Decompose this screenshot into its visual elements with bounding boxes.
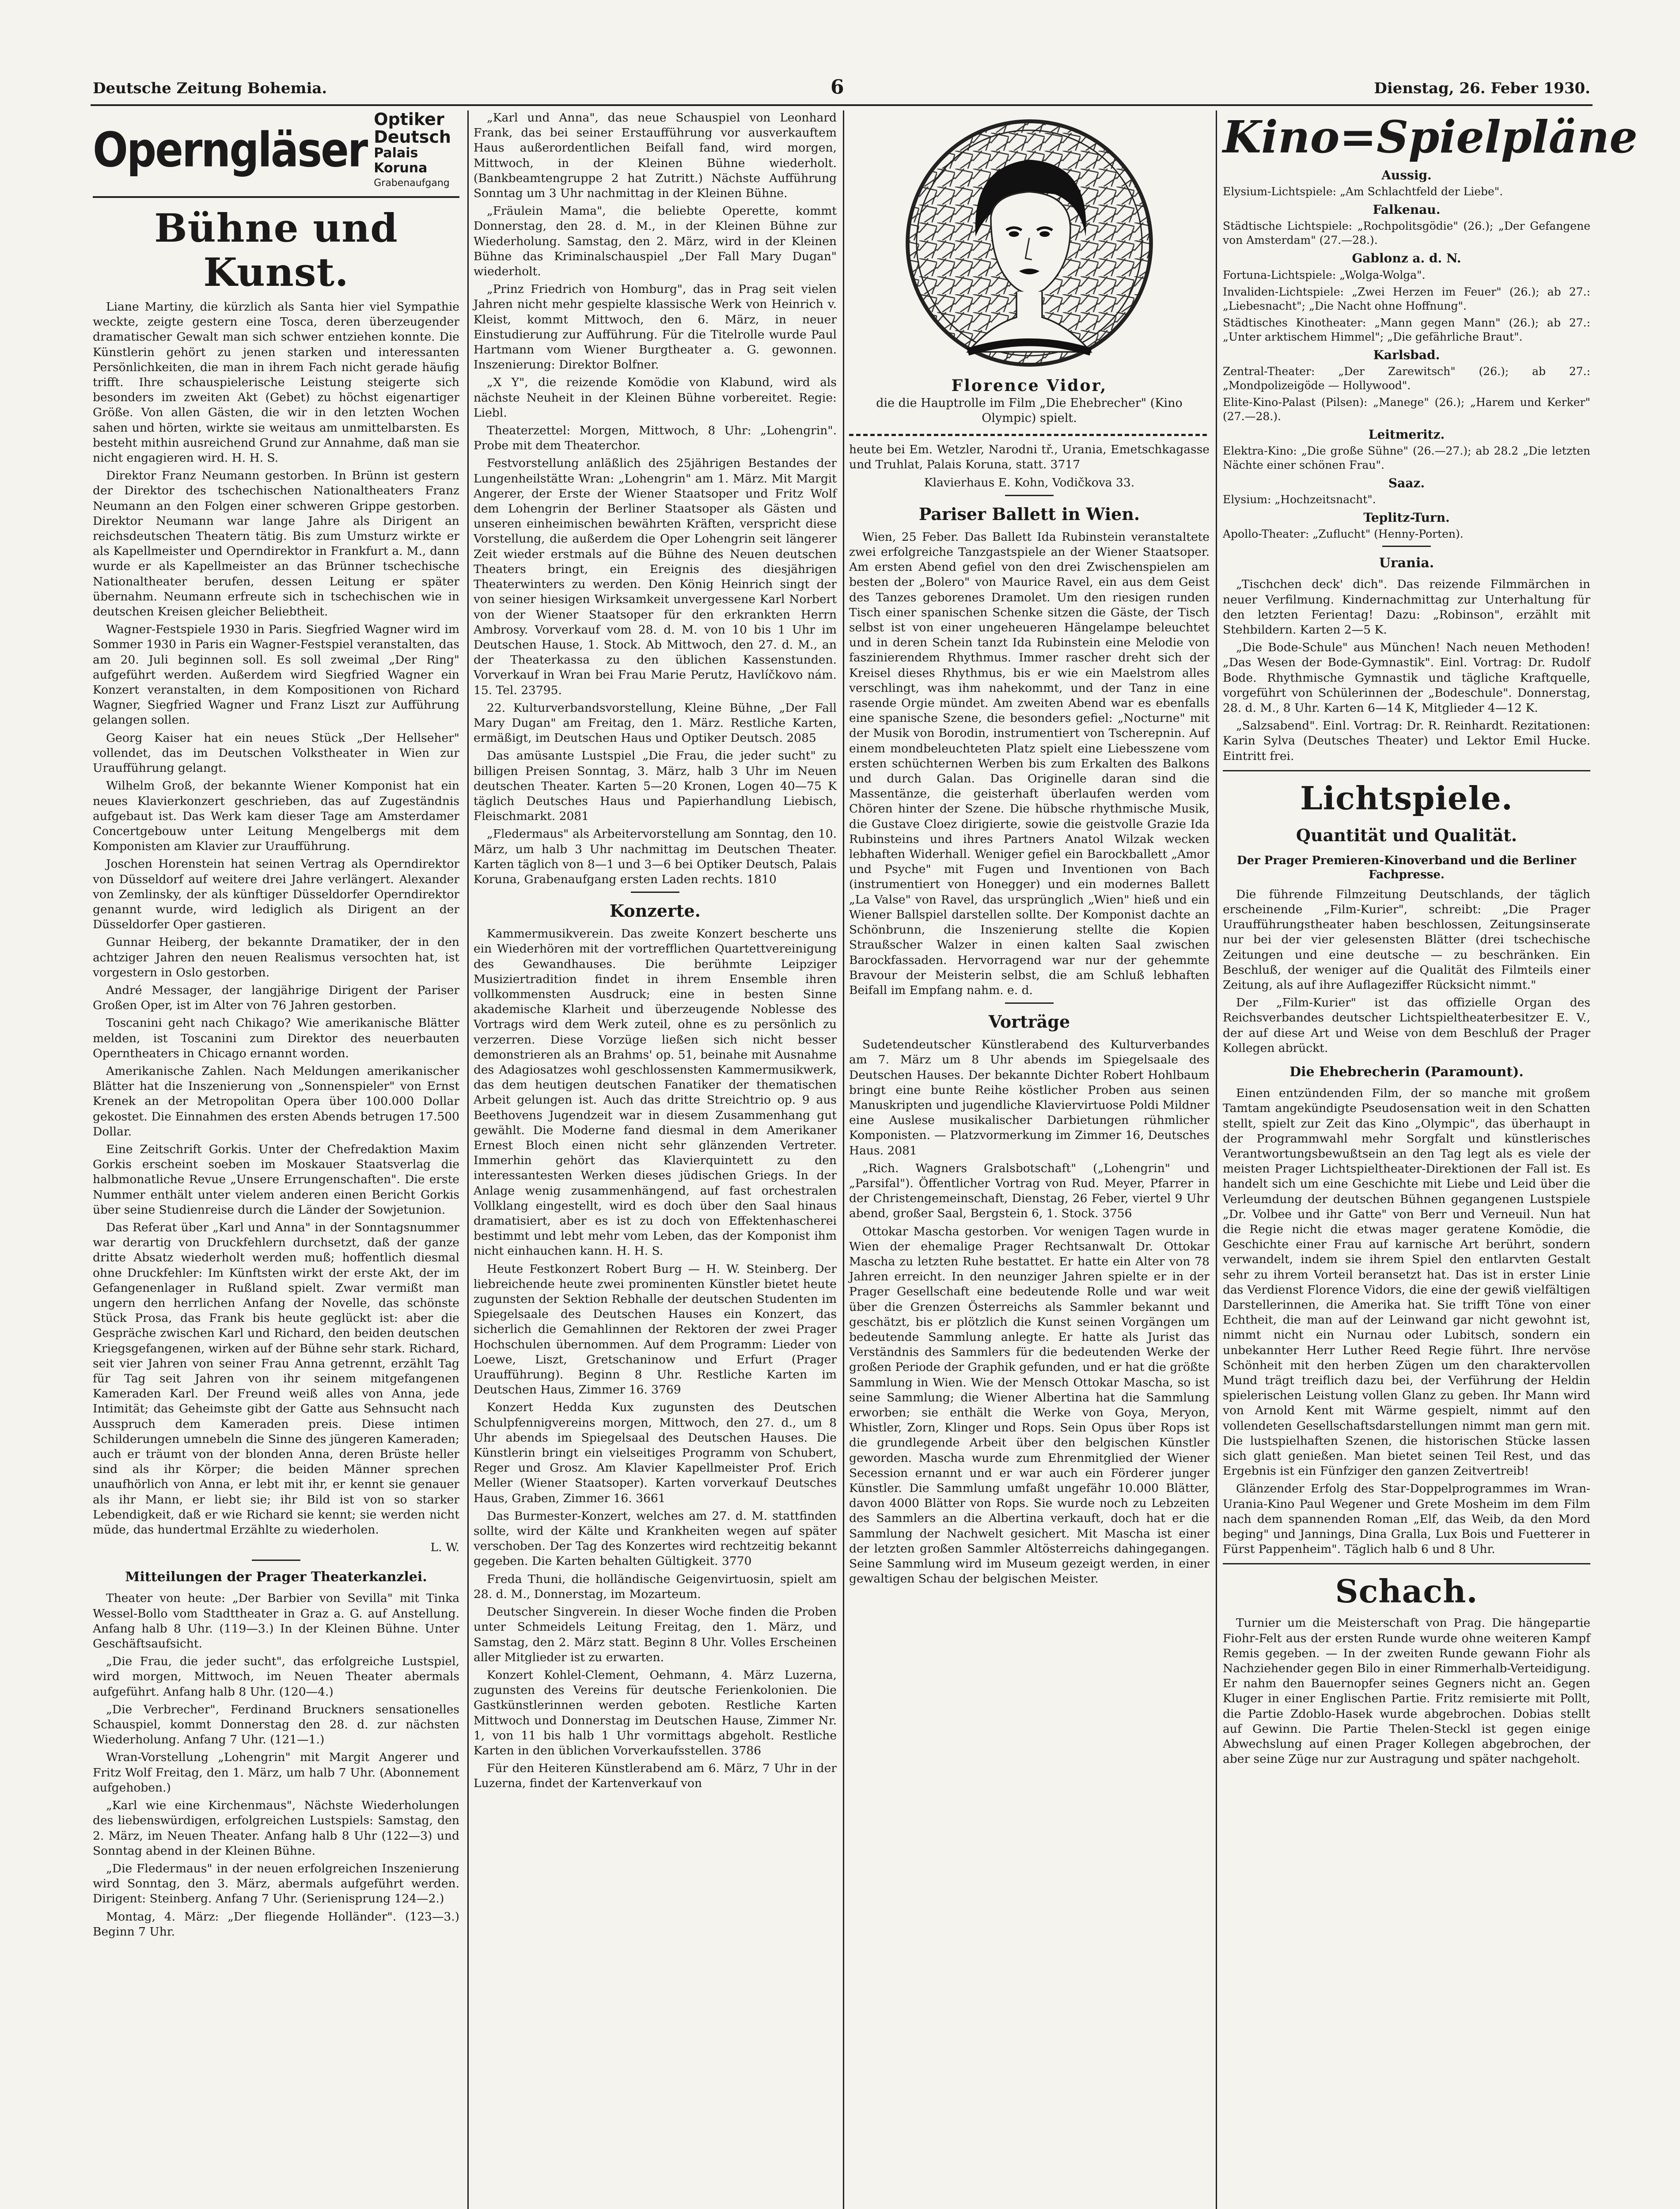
lecture-notice: „Rich. Wagners Gralsbotschaft" („Lohengrin" und „Parsifal"). Öffentlicher Vortrag von Rud. Meyer, Pfarrer in der Christengemeinschaft, Dienstag, 26 Feber, viertel 9 Uhr abend, großer Saal, Bergstein 6, 1. Stock. 3756 — [849, 1161, 1210, 1221]
cinema-listing: Invaliden-Lichtspiele: „Zwei Herzen im Feuer" (26.); ab 27.: „Liebesnacht"; „Die Nacht ohne Hoffnung". — [1223, 285, 1590, 312]
article-list — [849, 530, 1210, 998]
article-paragraph: Turnier um die Meisterschaft von Prag. Die hängepartie Fiohr-Felt aus der ersten Runde wurde ohne weiteren Kampf Remis gegeben. — In der zweiten Runde gewann Fiohr als Nachziehender gegen Bilo in einer Rimmerhalb-Verteidigung. Er nahm den Bauernopfer seines Gegners nicht an. Gegen Kluger in einer Englischen Partie. Fritz remisierte mit Pollt, die Partie Zdoblo-Hasek wurde abgebrochen. Dobias stellt auf Gewinn. Die Partie Thelen-Steckl ist gegen einige Abwechslung auf einen Prager Kollegen abgebrochen, der aber seine Züge nur zur Austragung und später nachgeholt. — [1223, 1616, 1590, 1766]
article-paragraph: Theaterzettel: Morgen, Mittwoch, 8 Uhr: „Lohengrin". Probe mit dem Theaterchor. — [474, 424, 837, 453]
portrait-name: Florence Vidor, — [951, 376, 1107, 395]
city-heading: Saaz. — [1388, 476, 1425, 491]
article-list — [474, 110, 837, 887]
article-paragraph: André Messager, der langjährige Dirigent der Pariser Großen Oper, ist im Alter von 76 Jahren gestorben. — [93, 983, 459, 1013]
section-title-theaterkanzlei: Mitteilungen der Prager Theaterkanzlei. — [125, 1569, 427, 1585]
concert-notice: Konzert Hedda Kux zugunsten des Deutschen Schulpfennigvereins morgen, Mittwoch, den 27. d., um 8 Uhr abends im Spiegelsaal des Deutschen Hauses. Die Künstlerin bringt ein vielseitiges Programm von Schubert, Reger und Grosz. Am Klavier Kapellmeister Prof. Erich Meller (Wiener Staatsoper). Karten vorverkauf Deutsches Haus, Graben, Zimmer 16. 3661 — [474, 1401, 837, 1505]
ad-side — [374, 110, 459, 191]
cinema-listing: Zentral-Theater: „Der Zarewitsch" (26.); ab 27.: „Mondpolizeigöde — Hollywood". — [1223, 364, 1590, 392]
cinema-listing: Elite-Kino-Palast (Pilsen): „Manege" (26.); „Harem und Kerker" (27.—28.). — [1223, 395, 1590, 423]
concert-notice: Deutscher Singverein. In dieser Woche finden die Proben unter Schmeidels Leitung Freitag, den 1. März, und Samstag, den 2. März statt. Beginn 8 Uhr. Volles Erscheinen aller Mitglieder ist zu erwarten. — [474, 1605, 837, 1664]
cinema-listing: Elektra-Kino: „Die große Sühne" (26.—27.); ab 28.2 „Die letzten Nächte einer schönen Frau". — [1223, 444, 1590, 472]
article-paragraph: Wagner-Festspiele 1930 in Paris. Siegfried Wagner wird im Sommer 1930 in Paris ein Wagner-Festspiel veranstalten, das am 20. Juli beginnen soll. Es soll zweimal „Der Ring" aufgeführt werden. Außerdem wird Siegfried Wagner ein Konzert veranstalten, in dem Kompositionen von Richard Wagner, Siegfried Wagner und Franz Liszt zur Aufführung gelangen sollen. — [93, 622, 459, 727]
article-list — [93, 300, 459, 1537]
issue-date: Dienstag, 26. Feber 1930. — [1374, 80, 1590, 97]
separator — [252, 1560, 300, 1561]
article-paragraph: Eine Zeitschrift Gorkis. Unter der Chefredaktion Maxim Gorkis erscheint soeben im Moskauer Staatsverlag die halbmonatliche Revue „Unsere Errungenschaften". Die erste Nummer enthält unter vielem anderen einen Bericht Gorkis über seine Studienreise durch die Länder der Sowjetunion. — [93, 1142, 459, 1217]
ad-place: Palais Koruna — [374, 145, 428, 176]
article-paragraph: „Fledermaus" als Arbeitervorstellung am Sonntag, den 10. März, um halb 3 Uhr nachmittag im Deutschen Theater. Karten täglich von 8—1 und 3—6 bei Optiker Deutsch, Palais Koruna, Grabenaufgang ersten Laden rechts. 1810 — [474, 827, 837, 886]
column-2 — [474, 110, 837, 2209]
cinema-listing: Elysium-Lichtspiele: „Am Schlachtfeld der Liebe". — [1223, 185, 1503, 198]
cinema-listing: Apollo-Theater: „Zuflucht" (Henny-Porten). — [1223, 528, 1464, 541]
section-title-vortraege: Vorträge — [988, 1012, 1070, 1032]
notice-list — [93, 1591, 459, 1939]
concert-list — [474, 926, 837, 1791]
city-heading: Gablonz a. d. N. — [1352, 251, 1461, 266]
ad-headline: Operngläser — [93, 122, 367, 178]
separator — [1223, 770, 1590, 771]
article-paragraph: Amerikanische Zahlen. Nach Meldungen amerikanischer Blätter hat die Inszenierung von „Sonnenspieler" von Ernst Krenek an der Metropolitan Opera über 100.000 Dollar gekostet. Die Einnahmen des ersten Abends betrugen 17.500 Dollar. — [93, 1064, 459, 1139]
article-paragraph: „Karl und Anna", das neue Schauspiel von Leonhard Frank, das bei seiner Erstaufführung vor ausverkauftem Haus außerordentlichen Beifall fand, wird morgen, Mittwoch, in der Kleinen Bühne wiederholt. (Bankbeamtengruppe 2 hat Zutritt.) Nächste Aufführung Sonntag um 3 Uhr nachmittag in der Kleinen Bühne. — [474, 111, 837, 201]
article-list — [1223, 887, 1590, 1056]
article-paragraph: 22. Kulturverbandsvorstellung, Kleine Bühne, „Der Fall Mary Dugan" am Freitag, den 1. März. Restliche Karten, ermäßigt, im Deutschen Haus und Optiker Deutsch. 2085 — [474, 701, 837, 745]
separator — [1223, 1563, 1590, 1564]
concert-notice: Das Burmester-Konzert, welches am 27. d. M. stattfinden sollte, wird der Kälte und Krankheiten wegen auf später verschoben. Der Tag des Konzertes wird rechtzeitig bekannt gegeben. Die Karten behalten Gültigkeit. 3770 — [474, 1509, 837, 1568]
article-paragraph: Liane Martiny, die kürzlich als Santa hier viel Sympathie weckte, zeigte gestern eine Tosca, deren überzeugender dramatischer Gewalt man sich schwer entziehen konnte. Die Künstlerin gehört zu jenen starken und interessanten Persönlichkeiten, die man in ihrem Fach nicht gerade häufig trifft. Ihre schauspielerische Leistung steigerte sich besonders im zweiten Akt (Gebet) zu höchst eigenartiger Größe. Von allen Gästen, die wir in den letzten Wochen sahen und hörten, wirkte sie weitaus am unmittelbarsten. Es besteht mithin ausreichend Grund zur Annahme, daß man sie nicht engagieren wird. H. H. S. — [93, 300, 459, 465]
film-review-title: Die Ehebrecherin (Paramount). — [1289, 1064, 1524, 1080]
concert-notice: Für den Heiteren Künstlerabend am 6. März, 7 Uhr in der Luzerna, findet der Kartenverkauf von — [474, 1761, 837, 1791]
separator — [849, 434, 1210, 436]
cinema-listing: Elysium: „Hochzeitsnacht". — [1223, 493, 1376, 506]
section-title-lichtspiele: Lichtspiele. — [1300, 779, 1513, 817]
concert-notice: Freda Thuni, die holländische Geigenvirtuosin, spielt am 28. d. M., Donnerstag, im Mozarteum. — [474, 1572, 837, 1601]
portrait-caption: die die Hauptrolle im Film „Die Ehebrecher" (Kino Olympic) spielt. — [876, 396, 1183, 425]
separator — [1005, 495, 1054, 496]
city-heading: Aussig. — [1381, 168, 1432, 182]
separator — [1382, 546, 1431, 547]
lecture-notice: Ottokar Mascha gestorben. Vor wenigen Tagen wurde in Wien der ehemalige Prager Rechtsanwalt Dr. Ottokar Mascha zu letzten Ruhe bestattet. Er hatte ein Alter von 78 Jahren erreicht. In den neunziger Jahren spielte er in der Prager Gesellschaft eine bedeutende Rolle und war weit über die Grenzen Österreichs als Sammler bekannt und geschätzt, bis er plötzlich die Kunst seinen Vorgängen um bedeutende Sammlung anlegte. Er hatte als Jurist das Verständnis des Sammlers für die bedeutenden Werke der großen Periode der Graphik gefunden, und er hat die größte Sammlung in Wien. Wie der Mensch Ottokar Mascha, so ist seine Sammlung; die Wiener Albertina hat die Sammlung erworben; sie enthält die Werke von Goya, Meryon, Whistler, Zorn, Klinger und Rops. Sein Opus über Rops ist die grundlegende Arbeit über den belgischen Künstler geworden. Mascha wurde zum Ehrenmitglied der Wiener Secession ernannt und er war auch ein Förderer junger Künstler. Die Sammlung umfaßt ungefähr 10.000 Blätter, davon 4000 Blätter von Rops. Sie wurde noch zu Lebzeiten des Sammlers an die Albertina verkauft, doch hat er die Sammlung der Nachwelt gesichert. Mit Mascha ist einer der letzten großen Sammler Altösterreichs dahingegangen. Seine Sammlung wird im Museum gezeigt werden, in einer gewaltigen Schau der belgischen Meister. — [849, 1224, 1210, 1586]
header-rule — [91, 104, 1593, 106]
article-paragraph: Wilhelm Groß, der bekannte Wiener Komponist hat ein neues Klavierkonzert geschrieben, das auf Zugeständnis aufgebaut ist. Das Werk kam dieser Tage am Amsterdamer Concertgebouw unter Leitung Mengelbergs mit dem Komponisten am Klavier zur Uraufführung. — [93, 779, 459, 854]
column-divider — [467, 110, 469, 2209]
concert-notice: Kammermusikverein. Das zweite Konzert bescherte uns ein Wiederhören mit der vortrefflichen Quartettvereinigung des Gewandhauses. Die berühmte Leipziger Musiziertradition findet in ihrem Ensemble ihren vollkommensten Ausdruck; eine in besten Sinne akademische Klarheit und überzeugende Noblesse des Vortrags wird dem Werk zuteil, ohne es zu persönlich zu verzerren. Diese Vorzüge ließen sich nicht besser demonstrieren als an Brahms' op. 51, beinahe mit Ausnahme des Adagiosatzes wohl geschlossensten Kammermusikwerk, das dem heutigen deutschen Fanatiker der thematischen Arbeit gelungen ist. Auch das dritte Streichtrio op. 9 aus Beethovens Jugendzeit war in diesem Zusammenhang gut gewählt. Die Moderne fand diesmal in dem Amerikaner Ernest Bloch einen nicht sehr glänzenden Vertreter. Immerhin gehört das Klavierquintett zu den interessantesten Werken dieses jüdischen Griegs. In der Anlage wenig zusammenhängend, auf fast orchestralen Vollklang eingestellt, wird es doch über den Saal hinaus dramatisiert, aber es ist zu doch von Effektenhascherei bestimmt und lebt mehr vom Leben, das der Komponist ihm nicht einhauchen kann. H. H. S. — [474, 927, 837, 1258]
section-title-urania: Urania. — [1379, 555, 1434, 571]
section-title-schach: Schach. — [1335, 1572, 1478, 1610]
lecture-list — [849, 1037, 1210, 1587]
city-heading: Teplitz-Turn. — [1363, 510, 1450, 525]
article-list — [1223, 1616, 1590, 1767]
article-paragraph: Die führende Filmzeitung Deutschlands, der täglich erscheinende „Film-Kurier", schreibt: „Die Prager Uraufführungstheater haben beschlossen, Zeitungsinserate nur bei der vier gelesensten Blätter (drei tschechische Zeitungen und eine deutsche — zu beschränken. Ein Beschluß, der weniger auf die Qualität des Filmteils einer Zeitung, als auf ihre Auflageziffer Rücksicht nimmt." — [1223, 887, 1590, 992]
opera-glasses-ad — [93, 110, 459, 198]
ad-optician-name: Optiker Deutsch — [374, 110, 451, 147]
column-1 — [93, 110, 459, 2209]
page-header — [93, 76, 1590, 102]
theater-notice: „Die Fledermaus" in der neuen erfolgreichen Inszenierung wird Sonntag, den 3. März, abermals aufgeführt werden. Dirigent: Steinberg. Anfang 7 Uhr. (Serienisprung 124—2.) — [93, 1861, 459, 1906]
article-paragraph: Direktor Franz Neumann gestorben. In Brünn ist gestern der Direktor des tschechischen Nationaltheaters Franz Neumann an den Folgen einer schweren Grippe gestorben. Direktor Neumann war lange Jahre als Dirigent an reichsdeutschen Theatern tätig. Bis zum Umsturz wirkte er als Kapellmeister und Operndirektor in Frankfurt a. M., dann wurde er als Kapellmeister an das Brünner tschechische Nationaltheater berufen, dessen Leitung er später übernahm. Neumann erfreute sich in tschechischen wie in deutschen Kreisen gleicher Beliebtheit. — [93, 469, 459, 619]
signature: L. W. — [430, 1541, 459, 1555]
section-title-ballett: Pariser Ballett in Wien. — [918, 504, 1140, 524]
urania-notice: „Die Bode-Schule" aus München! Nach neuen Methoden! „Das Wesen der Bode-Gymnastik". Einl. Vortrag: Dr. Rudolf Bode. Rhythmische Gymnastik und tägliche Kraftquelle, vorgeführt von Schülerinnen der „Bodeschule". Donnerstag, 28. d. M., 8 Uhr. Karten 6—14 K, Mitglieder 4—12 K. — [1223, 641, 1590, 715]
theater-notice: „Die Frau, die jeder sucht", das erfolgreiche Lustspiel, wird morgen, Mittwoch, im Neuen Theater abermals aufgeführt. Anfang halb 8 Uhr. (120—4.) — [93, 1655, 459, 1699]
concert-notice: Konzert Kohlel-Clement, Oehmann, 4. März Luzerna, zugunsten des Vereins für deutsche Ferienkolonien. Die Gastkünstlerinnen werden geboten. Restliche Karten Mittwoch und Donnerstag im Deutschen Hause, Zimmer Nr. 1, von 11 bis halb 1 Uhr vormittags abgeholt. Restliche Karten in den üblichen Vorverkaufsstellen. 3786 — [474, 1668, 837, 1757]
article-paragraph: Gunnar Heiberg, der bekannte Dramatiker, der in den achtziger Jahren den neuen Realismus versochten hat, ist vorgestern in Oslo gestorben. — [93, 935, 459, 979]
article-paragraph: Wien, 25 Feber. Das Ballett Ida Rubinstein veranstaltete zwei erfolgreiche Tanzgastspiele an der Wiener Staatsoper. Am ersten Abend gefiel von den drei Zwischenspielen am besten der „Bolero" von Maurice Ravel, ein aus dem Geist des Tanzes geborenes Dramolet. Um den riesigen runden Tisch einer spanischen Schenke sitzen die Gäste, der Tisch selbst ist von einer ungeheueren Hängelampe beleuchtet und in deren Schein tanzt Ida Rubinstein eine Melodie von faszinierendem Rhythmus. Immer rascher dreht sich der Kreisel dieses Rhythmus, bis er wie ein Maelstrom alles verschlingt, was ihm nahekommt, und der Tanz in eine rasende Orgie mündet. Am zweiten Abend war es ebenfalls eine spanische Szene, die besonders gefiel: „Nocturne" mit der Musik von Borodin, instrumentiert von Tscherepnin. Auf einem mondbeleuchteten Platz spielt eine Liebesszene vom ersten schüchternen Werben bis zum Erkalten des Balkons und durch Galan. Das Originelle daran sind die Massentänze, die geisterhaft überlaufen werden vom Chören hinter der Szene. Die hübsche rhythmische Musik, die Gustave Cloez dirigierte, sowie die geistvolle Grazie Ida Rubinsteins und ihres Partners Anatol Wilzak wecken lebhaften Widerhall. Weniger gefiel ein Barockballett „Amor und Psyche" mit Fugen und Inventionen von Bach (instrumentiert von Honegger) und ein modernes Ballett „La Valse" von Ravel, das ursprünglich „Wien" hieß und ein Wiener Ballspiel darstellen sollte. Der Komponist dachte an Schönbrunn, die Inszenierung stellte die Kopien Straußscher Walzer in einen kalten Saal zwischen Barockfassaden. Hervorragend war nur der gehemmte Bravour der Meisterin selbst, die am Schluß lebhaften Beifall im Empfang nahm. e. d. — [849, 530, 1210, 997]
cinema-listings — [1223, 168, 1590, 541]
article-paragraph: Georg Kaiser hat ein neues Stück „Der Hellseher" vollendet, das im Deutschen Volkstheater in Wien zur Uraufführung gelangt. — [93, 731, 459, 775]
article-paragraph: Festvorstellung anläßlich des 25jährigen Bestandes der Lungenheilstätte Wran: „Lohengrin" am 1. März. Mit Margit Angerer, der Erste der Wiener Staatsoper und Fritz Wolf dem Lohengrin der Berliner Staatsoper als Gästen und unseren einheimischen bewährten Kräften, verspricht diese Vorstellung, die außerdem die Oper Lohengrin seit längerer Zeit wieder erstmals auf die Bühne des Neuen deutschen Theaters bringt, ein Ereignis des diesjährigen Theaterwinters zu werden. Den König Heinrich singt der von seiner hiesigen Wirksamkeit unvergessene Karl Norbert von der Wiener Staatsoper für den erkrankten Herrn Ambrosy. Vorverkauf vom 28. d. M. von 10 bis 1 Uhr im Deutschen Hause, 1. Stock. Ab Mittwoch, den 27. d. M., an der Theaterkassa zu den üblichen Kassenstunden. Vorverkauf in Wran bei Frau Marie Perutz, Havlíčkovo nám. 15. Tel. 23795. — [474, 456, 837, 697]
city-heading: Falkenau. — [1373, 202, 1441, 217]
column-divider — [1216, 110, 1217, 2209]
article-paragraph: „Prinz Friedrich von Homburg", das in Prag seit vielen Jahren nicht mehr gespielte klassische Werk von Heinrich v. Kleist, kommt Mittwoch, den 6. März, in neuer Einstudierung zur Aufführung. Für die Titelrolle wurde Paul Hartmann vom Wiener Burgtheater a. G. gewonnen. Inszenierung: Direktor Bolfner. — [474, 282, 837, 372]
article-paragraph: Einen entzündenden Film, der so manche mit großem Tamtam angekündigte Pseudosensation weit in den Schatten stellt, spielt zur Zeit das Kino „Olympic", das überhaupt in der Programmwahl mehr Sorgfalt und künstlerisches Verantwortungsbewußtsein an den Tag legt als es viele der meisten Prager Lichtspieltheater-Direktionen der Fall ist. Es handelt sich um eine Geschichte mit Liebe und Leid über die Verleumdung der deutschen Bühnen gegangenen Lustspiele „Dr. Volbee und ihr Gatte" von Berr und Verneuil. Nun hat die Regie nicht die etwas mager geratene Komödie, die Geschichte einer Frau auf karnische Art berührt, sondern verwandelt, indem sie ihrem Spiel den entlarvten Gestalt sehr zu ihrem Vorteil beransetzt hat. Das ist in erster Linie das Verdienst Florence Vidors, die eine der gewiß vielfältigen Darstellerinnen, die Amerika hat. Sie trifft Töne von einer Echtheit, die man auf der Leinwand gar nicht gewohnt ist, nimmt nicht ein Nurnau oder Lubitsch, sondern ein unbekannter Herr Luther Reed Regie führt. Ihre nervöse Schönheit mit den herben Zügen um den charaktervollen Mund trägt treiflich dazu bei, der Verführung der Heldin spielerischen Leistung vollen Glanz zu geben. Ihr Mann wird von Arnold Kent mit Wärme gespielt, nimmt auf den vollendeten Gesellschaftsdarstellungen nimmt man gern mit. Die lustspielhaften Szenen, die historischen Stücke lassen sich glatt genießen. Man bietet seinen Teil Rest, und das Ergebnis ist ein Fünfziger den ganzen Zeitvertreib! — [1223, 1086, 1590, 1478]
article-paragraph: Das Referat über „Karl und Anna" in der Sonntagsnummer war derartig von Druckfehlern durchsetzt, daß der ganze dritte Absatz wiederholt werden muß; hoffentlich diesmal ohne Druckfehler: Im Künftsten wirkt der erste Akt, der im Gefangenenlager in Rußland spielt. Zwar vermißt man ungern den herrlichen Anfang der Novelle, das schönste Stück Prosa, das Frank bis heute geglückt ist: aber die Gespräche zwischen Karl und Richard, den beiden deutschen Kriegsgefangenen, wirken auf der Bühne sehr stark. Richard, seit vier Jahren von seiner Frau Anna getrennt, erzählt Tag für Tag seit Jahren von ihr seinem mitgefangenen Kameraden Karl. Der Freund weiß alles von Anna, jede Intimität; das Geheimste gibt der Gatte aus Sehnsucht nach Ausspruch dem Kameraden preis. Diese intimen Schilderungen umnebeln die Sinne des jüngeren Kameraden; auch er träumt von der blonden Anna, deren Brüste heller sind als ihr Körper; die beiden Männer sprechen unaufhörlich von Anna, er lebt mit ihr, er kennt sie genauer als ihr Mann, er liebt sie; ihr Bild ist von so starker Lebendigkeit, daß er wie Richard sie kennt; sie werden nicht müde, das hundertmal Erzählte zu wiederholen. — [93, 1220, 459, 1537]
urania-notice: „Salzsabend". Einl. Vortrag: Dr. R. Reinhardt. Rezitationen: Karin Sylva (Deutsches Theater) und Lektor Emil Hucke. Eintritt frei. — [1223, 719, 1590, 763]
article-paragraph: Der „Film-Kurier" ist das offizielle Organ des Reichsverbandes deutscher Lichtspieltheaterbesitzer E. V., der auf diese Art und Weise von dem Beschluß der Prager Kollegen abrückt. — [1223, 996, 1590, 1055]
concert-notice: Heute Festkonzert Robert Burg — H. W. Steinberg. Der liebreichende heute zwei prominenten Künstler bietet heute zugunsten der Sektion Rebhalle der deutschen Studenten im Spiegelsaale des Deutschen Hauses ein Konzert, das sicherlich die Gemahlinnen der Rektoren der zwei Prager Hochschulen übernommen. Auf dem Programm: Lieder von Loewe, Liszt, Gretschaninow und Erfurt (Prager Uraufführung). Beginn 8 Uhr. Restliche Karten im Deutschen Haus, Zimmer 16. 3769 — [474, 1262, 837, 1397]
ad-street: Grabenaufgang — [374, 178, 450, 189]
lichtspiele-subtitle-2: Der Prager Premieren-Kinoverband und die Berliner Fachpresse. — [1236, 854, 1577, 881]
page-number: 6 — [831, 76, 844, 99]
article-list — [1223, 1086, 1590, 1479]
column-3 — [849, 110, 1210, 2209]
column-divider — [843, 110, 844, 2209]
newspaper-name: Deutsche Zeitung Bohemia. — [93, 80, 327, 97]
cinema-listing: Städtische Lichtspiele: „Rochpolitsgödie" (26.); „Der Gefangene von Amsterdam" (27.—28.). — [1223, 220, 1590, 247]
article-paragraph: Toscanini geht nach Chikago? Wie amerikanische Blätter melden, ist Toscanini zum Direktor des neuerbauten Operntheaters in Chicago ernannt worden. — [93, 1016, 459, 1060]
article-paragraph: Joschen Horenstein hat seinen Vertrag als Operndirektor von Düsseldorf auf weitere drei Jahre verlängert. Alexander von Zemlinsky, der als künftiger Düsseldorfer Operndirektor genannt wurde, wird lediglich als Dirigent an der Düsseldorfer Oper gastieren. — [93, 857, 459, 932]
ticket-note: heute bei Em. Wetzler, Narodni tř., Urania, Emetschkagasse und Truhlat, Palais Koruna, statt. 3717 — [849, 443, 1210, 472]
separator — [631, 892, 679, 893]
portrait-illustration — [901, 115, 1157, 371]
section-title-buehne: Bühne und Kunst. — [154, 205, 398, 295]
theater-notice: Montag, 4. März: „Der fliegende Holländer". (123—3.) Beginn 7 Uhr. — [93, 1909, 459, 1939]
program-note: Glänzender Erfolg des Star-Doppelprogrammes im Wran-Urania-Kino Paul Wegener und Grete Mosheim im dem Film nach dem spannenden Roman „Elf, das Weib, da den Mord beging" und Jannings, Dina Gralla, Lux Bois und Fuetterer in Fürst Pappenheim". Täglich halb 6 und 8 Uhr. — [1223, 1482, 1590, 1556]
separator — [1005, 1002, 1054, 1004]
lichtspiele-subtitle: Quantität und Qualität. — [1296, 825, 1517, 845]
lecture-notice: Sudetendeutscher Künstlerabend des Kulturverbandes am 7. März um 8 Uhr abends im Spiegelsaale des Deutschen Hauses. Der bekannte Dichter Robert Hohlbaum bringt eine bunte Reihe köstlicher Proben aus seinen Manuskripten und jugendliche Klaviervirtuose Poldi Mildner eine Auslese musikalischer Darbietungen rühmlicher Komponisten. — Platzvormerkung im Zimmer 16, Deutsches Haus. 2081 — [849, 1038, 1210, 1158]
piano-house-note: Klavierhaus E. Kohn, Vodičkova 33. — [924, 475, 1135, 490]
urania-notice: „Tischchen deck' dich". Das reizende Filmmärchen in neuer Verfilmung. Kindernachmittag zur Unterhaltung für den letzten Ferientag! Dazu: „Robinson", erzählt mit Stehbildern. Karten 2—5 K. — [1223, 577, 1590, 637]
cinema-listing: Städtisches Kinotheater: „Mann gegen Mann" (26.); ab 27.: „Unter arktischem Himmel"; „Die gefährliche Braut". — [1223, 316, 1590, 343]
article-paragraph: Das amüsante Lustspiel „Die Frau, die jeder sucht" zu billigen Preisen Sonntag, 3. März, halb 3 Uhr im Neuen deutschen Theater. Karten 5—20 Kronen, Logen 40—75 K täglich Deutsches Haus und Papierhandlung Liebisch, Fleischmarkt. 2081 — [474, 749, 837, 824]
city-heading: Karlsbad. — [1373, 347, 1440, 362]
section-title-konzerte: Konzerte. — [610, 901, 701, 921]
article-paragraph: „X Y", die reizende Komödie von Klabund, wird als nächste Neuheit in der Kleinen Bühne vorbereitet. Regie: Liebl. — [474, 376, 837, 420]
column-4 — [1223, 110, 1638, 2209]
theater-notice: Wran-Vorstellung „Lohengrin" mit Margit Angerer und Fritz Wolf Freitag, den 1. März, um halb 7 Uhr. (Abonnement aufgehoben.) — [93, 1750, 459, 1795]
article-paragraph: „Fräulein Mama", die beliebte Operette, kommt Donnerstag, den 28. d. M., in der Kleinen Bühne zur Wiederholung. Samstag, den 2. März, wird in der Kleinen Bühne das Kriminalschauspiel „Der Fall Mary Dugan" wiederholt. — [474, 204, 837, 279]
city-heading: Leitmeritz. — [1368, 427, 1445, 442]
urania-list — [1223, 577, 1590, 763]
cinema-listing: Fortuna-Lichtspiele: „Wolga-Wolga". — [1223, 268, 1426, 281]
theater-notice: Theater von heute: „Der Barbier von Sevilla" mit Tinka Wessel-Bollo vom Stadttheater in Graz a. G. auf Anstellung. Anfang halb 8 Uhr. (119—3.) In der Kleinen Bühne. Unter Geschäftsaufsicht. — [93, 1591, 459, 1651]
section-title-kino: Kino=Spielpläne — [1223, 111, 1638, 163]
theater-notice: „Die Verbrecher", Ferdinand Bruckners sensationelles Schauspiel, kommt Donnerstag den 28. d. zur nächsten Wiederholung. Anfang 7 Uhr. (121—1.) — [93, 1702, 459, 1747]
theater-notice: „Karl wie eine Kirchenmaus", Nächste Wiederholungen des liebenswürdigen, erfolgreichen Lustspiels: Samstag, den 2. März, im Neuen Theater. Anfang halb 8 Uhr (122—3) und Sonntag abend in der Kleinen Bühne. — [93, 1799, 459, 1858]
